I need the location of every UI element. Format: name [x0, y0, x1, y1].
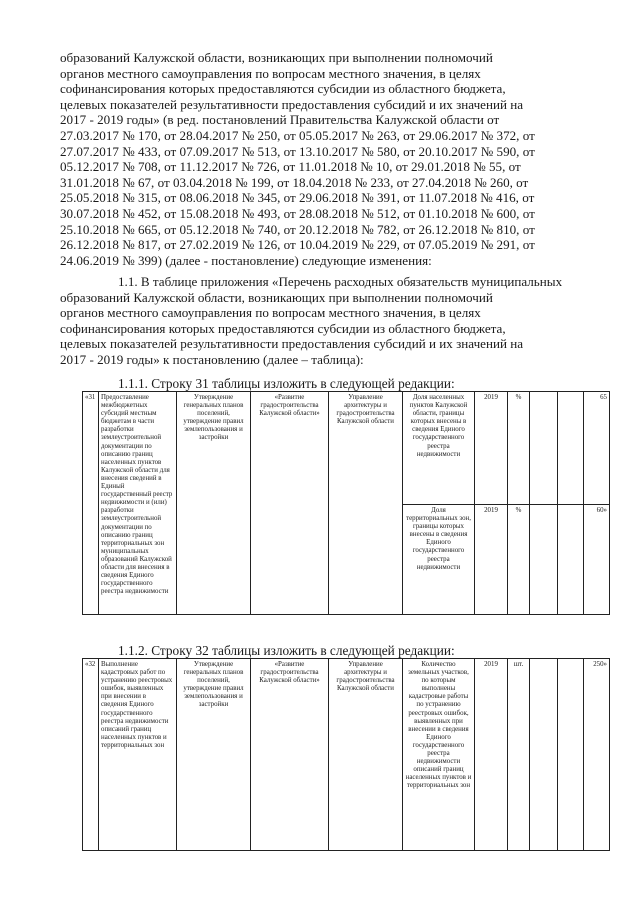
indicator-cell: Доля населенных пунктов Калужской области, границы которых внесены в сведения Единого государственного реестра недвижимости — [403, 392, 475, 505]
table-row-32 — [82, 658, 610, 851]
text-line: 30.07.2018 № 452, от 15.08.2018 № 493, от 28.08.2018 № 512, от 01.10.2018 № 600, от — [60, 205, 535, 221]
text-line: 27.07.2017 № 433, от 07.09.2017 № 513, от 13.10.2017 № 580, от 20.10.2017 № 590, от — [60, 143, 535, 159]
empty-cell — [558, 659, 584, 851]
indicator-cell: Доля территориальных зон, границы которых внесены в сведения Единого государственного реестра недвижимости — [403, 505, 475, 615]
table-row-31 — [82, 391, 610, 615]
obligation-cell: Предоставление межбюджетных субсидий местным бюджетам в части разработки землеустроительной документации по описанию границ населенных пунктов Калужской области для внесения сведений в Единый государственный реестр недвижимости и (или) разработки землеустроительной документации по описанию границ территориальных зон муниципальных образований Калужской области для внесения в сведения Единого государственного реестра недвижимости — [99, 392, 177, 615]
clause-1-1-1-heading: 1.1.1. Строку 31 таблицы изложить в следующей редакции: — [118, 376, 455, 391]
text-line: 26.12.2018 № 817, от 27.02.2019 № 126, от 10.04.2019 № 229, от 07.05.2019 № 291, от — [60, 237, 535, 253]
year-cell: 2019 — [475, 392, 508, 505]
empty-cell — [530, 505, 558, 615]
text-line: 25.10.2018 № 665, от 05.12.2018 № 740, от 20.12.2018 № 782, от 26.12.2018 № 810, от — [60, 221, 535, 237]
text-line: 1.1. В таблице приложения «Перечень расходных обязательств муниципальных — [118, 274, 563, 289]
table-row — [83, 392, 610, 505]
empty-cell — [558, 392, 584, 505]
text-line: 05.12.2017 № 708, от 11.12.2017 № 726, от 11.01.2018 № 10, от 29.01.2018 № 55, от — [60, 159, 521, 175]
row-number: «31 — [83, 392, 99, 615]
text-line: софинансирования которых предоставляются субсидии из областного бюджета, — [60, 320, 506, 336]
text-line: образований Калужской области, возникающих при выполнении полномочий — [60, 50, 493, 65]
program-cell: «Развитие градостроительства Калужской области» — [251, 659, 329, 851]
row-number: «32 — [83, 659, 99, 851]
administrator-cell: Управление архитектуры и градостроительства Калужской области — [329, 392, 403, 615]
text-line: целевых показателей результативности предоставления субсидий и их значений на — [60, 336, 524, 352]
text-line: 31.01.2018 № 67, от 03.04.2018 № 199, от 18.04.2018 № 233, от 27.04.2018 № 260, от — [60, 174, 529, 190]
table-row — [83, 659, 610, 851]
indicator-cell: Количество земельных участков, по которым выполнены кадастровые работы по устранению реестровых ошибок, выявленных при внесении в сведения Единого государственного реестра недвижимости описаний границ населенных пунктов и территориальных зон — [403, 659, 475, 851]
text-line: 24.06.2019 № 399) (далее - постановление) следующие изменения: — [60, 252, 432, 268]
year-cell: 2019 — [475, 659, 508, 851]
unit-cell: шт. — [508, 659, 530, 851]
text-line: софинансирования которых предоставляются субсидии из областного бюджета, — [60, 81, 506, 97]
value-cell: 65 — [584, 392, 610, 505]
administrator-cell: Управление архитектуры и градостроительства Калужской области — [329, 659, 403, 851]
unit-cell: % — [508, 505, 530, 615]
value-cell: 250» — [584, 659, 610, 851]
text-line: 2017 - 2019 годы» (в ред. постановлений Правительства Калужской области от — [60, 112, 500, 128]
authority-cell: Утверждение генеральных планов поселений, утверждение правил землепользования и застройки — [177, 392, 251, 615]
unit-cell: % — [508, 392, 530, 505]
clause-1-1-paragraph — [60, 274, 606, 368]
text-line: 2017 - 2019 годы» к постановлению (далее – таблица): — [60, 351, 364, 367]
text-line: целевых показателей результативности предоставления субсидий и их значений на — [60, 96, 524, 112]
authority-cell: Утверждение генеральных планов поселений, утверждение правил землепользования и застройки — [177, 659, 251, 851]
empty-cell — [558, 505, 584, 615]
text-line: образований Калужской области, возникающих при выполнении полномочий — [60, 289, 493, 305]
program-cell: «Развитие градостроительства Калужской области» — [251, 392, 329, 615]
text-line: органов местного самоуправления по вопросам местного значения, в целях — [60, 65, 481, 81]
year-cell: 2019 — [475, 505, 508, 615]
empty-cell — [530, 392, 558, 505]
empty-cell — [530, 659, 558, 851]
obligation-cell: Выполнение кадастровых работ по устранению реестровых ошибок, выявленных при внесении в сведения Единого государственного реестра недвижимости описаний границ населенных пунктов и территориальных зон — [99, 659, 177, 851]
text-line: органов местного самоуправления по вопросам местного значения, в целях — [60, 305, 481, 321]
intro-paragraph — [60, 50, 606, 268]
text-line: 25.05.2018 № 315, от 08.06.2018 № 345, от 29.06.2018 № 391, от 11.07.2018 № 416, от — [60, 190, 535, 206]
text-line: 27.03.2017 № 170, от 28.04.2017 № 250, от 05.05.2017 № 263, от 29.06.2017 № 372, от — [60, 127, 535, 143]
value-cell: 60» — [584, 505, 610, 615]
clause-1-1-2-heading: 1.1.2. Строку 32 таблицы изложить в следующей редакции: — [118, 643, 455, 658]
